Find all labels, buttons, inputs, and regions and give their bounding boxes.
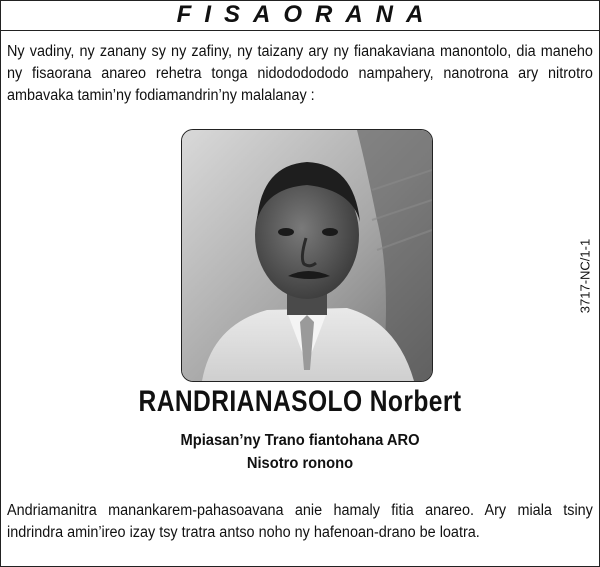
deceased-status: Nisotro ronono (246, 455, 354, 472)
deceased-name: RANDRIANASOLO Norbert (138, 385, 462, 418)
reference-code: 3717-NC/1-1 (577, 238, 593, 314)
portrait-photo (181, 129, 433, 382)
notice-title: FISAORANA (176, 1, 437, 28)
closing-paragraph: Andriamanitra manankarem-pahasoavana anie hamaly fitia anareo. Ary miala tsiny indrindra amin’ireo izay tsy tratra antso noho ny hafenoan-drano be loatra. (7, 502, 593, 541)
notice-header (0, 0, 600, 31)
intro-paragraph: Ny vadiny, ny zanany sy ny zafiny, ny taizany ary ny fianakaviana manontolo, dia maneho ny fisaorana anareo rehetra tonga nidododododo nampahery, nanotrona ary nitrotro ambavaka tamin’ny fodiamandrin’ny malalanay : (7, 43, 593, 104)
deceased-role: Mpiasan’ny Trano fiantohana ARO (180, 432, 420, 449)
reference-code-container (575, 226, 595, 326)
portrait-image (182, 130, 432, 381)
